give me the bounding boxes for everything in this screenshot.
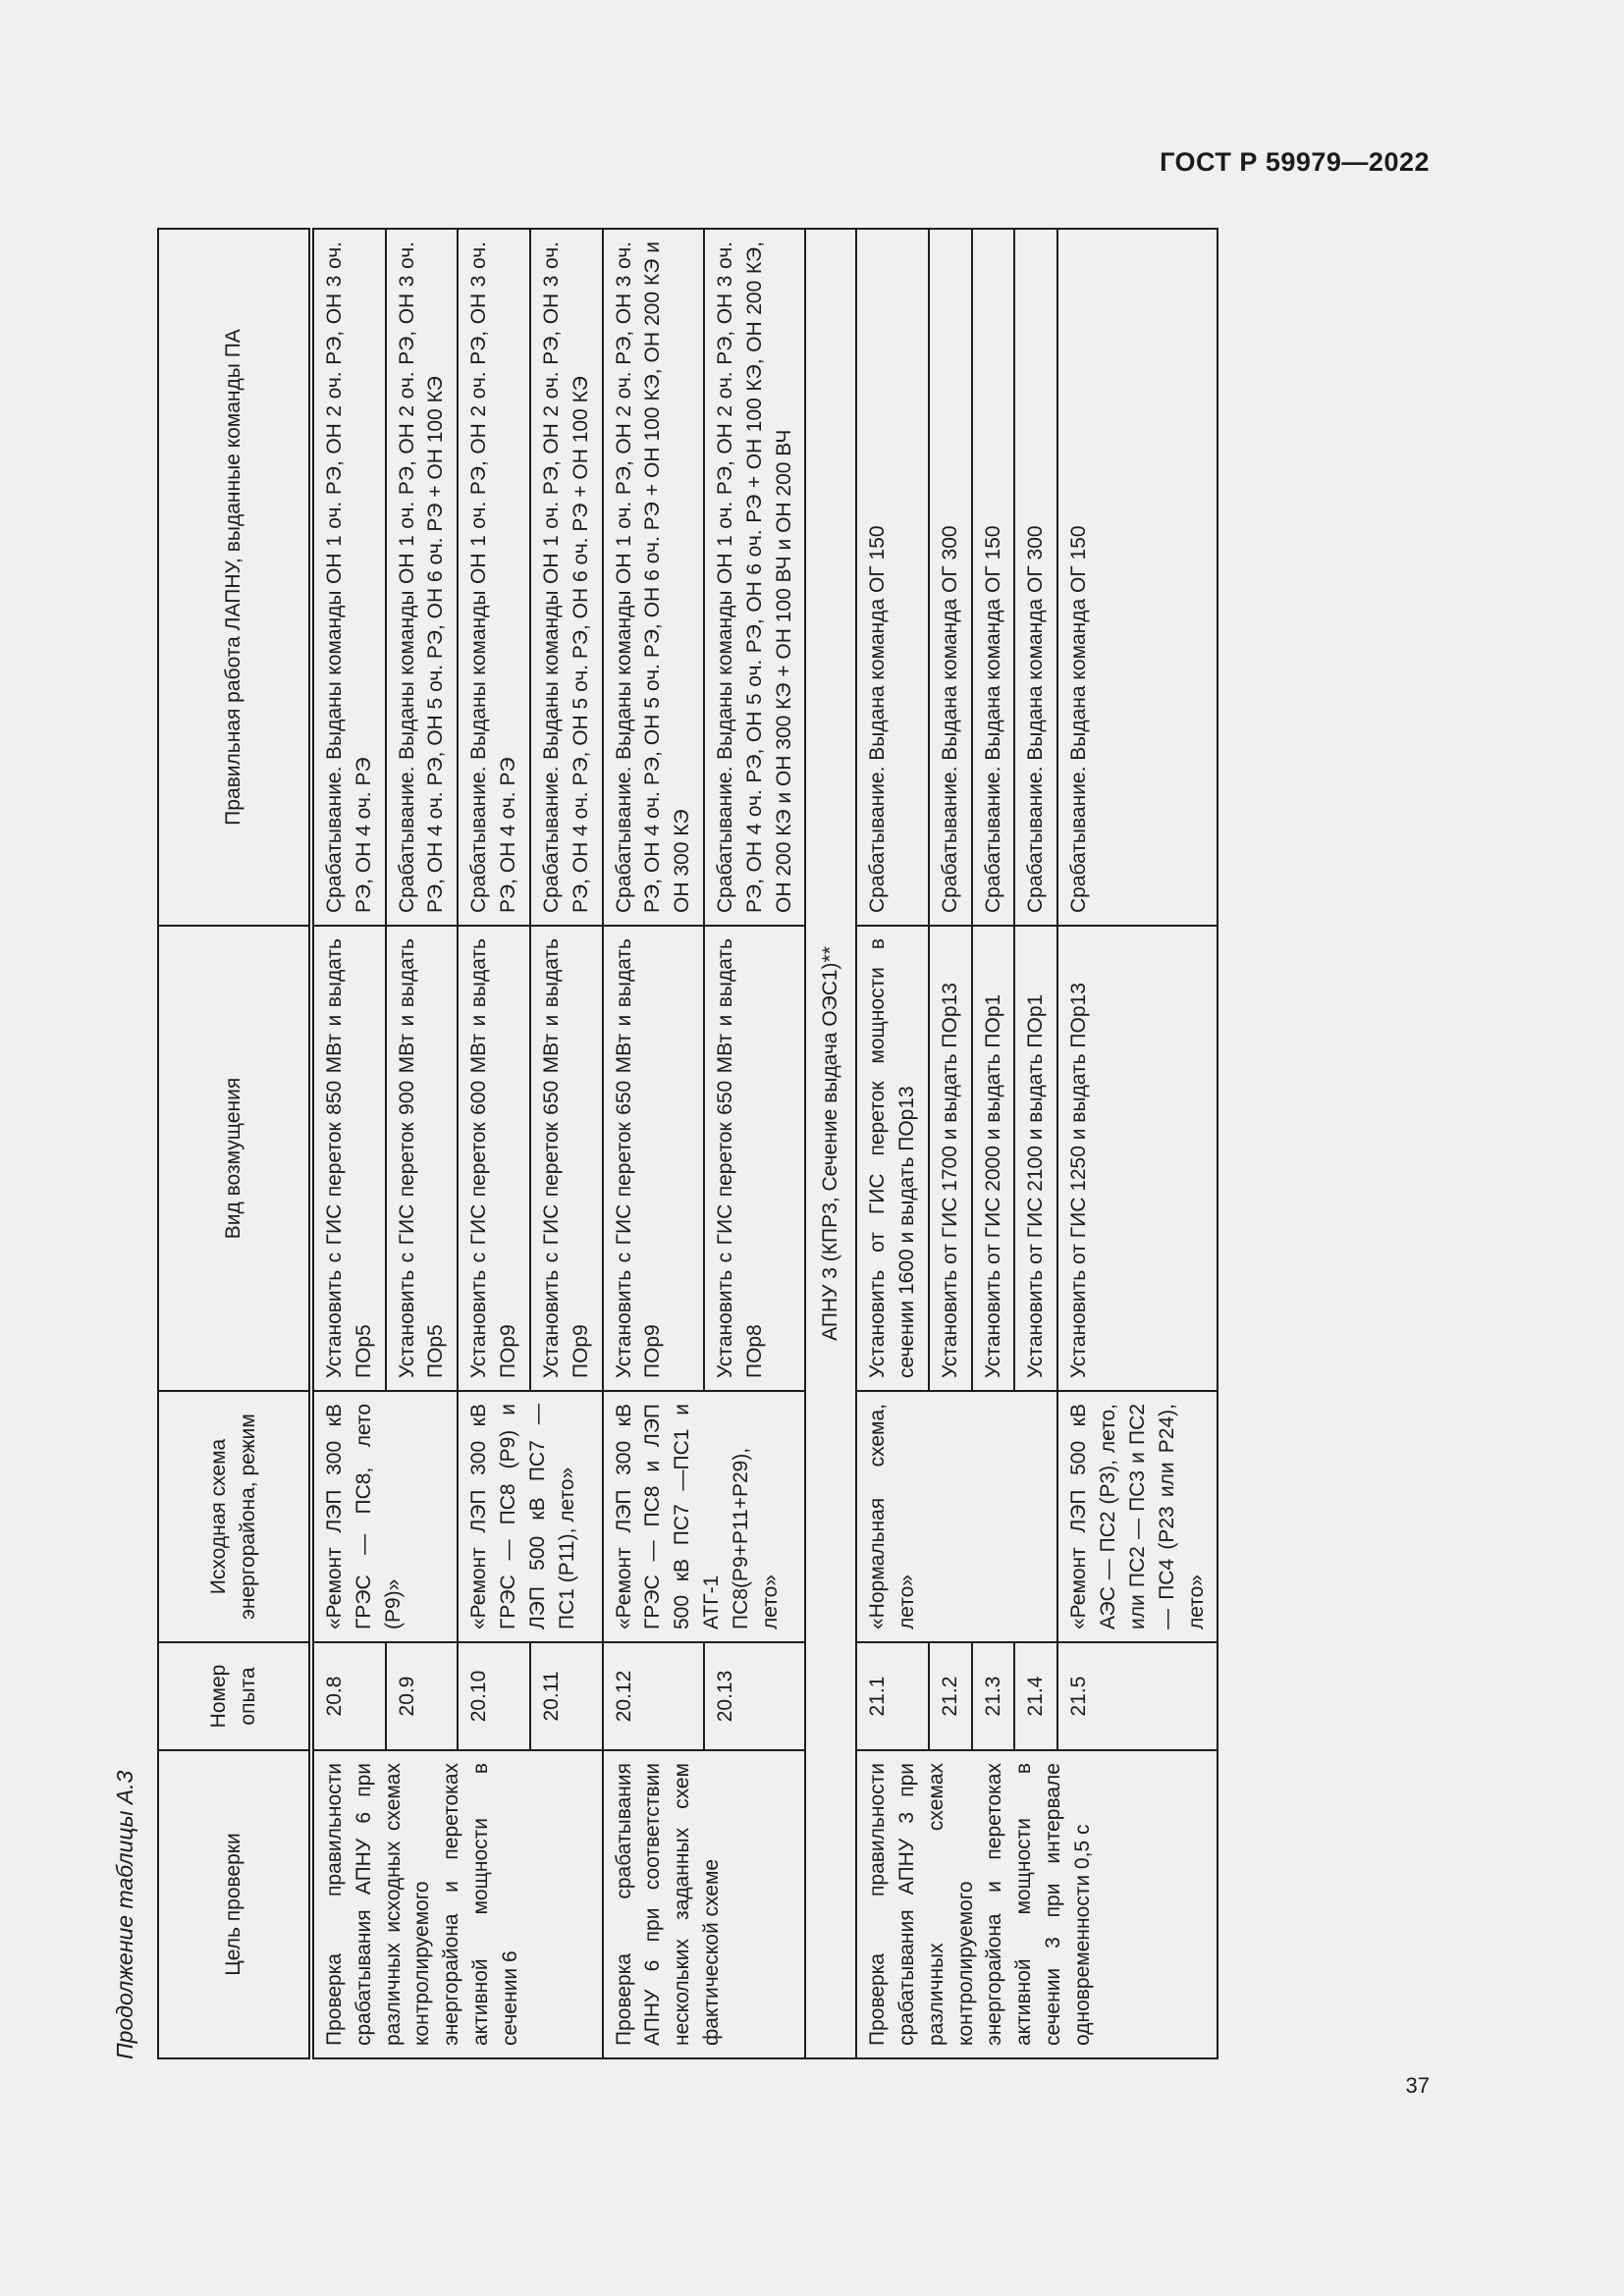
num-cell: 20.8 [311, 1642, 386, 1750]
disturbance-cell: Установить с ГИС переток 650 МВт и выдать ПОр8 [704, 926, 805, 1391]
scheme-cell: «Ремонт ЛЭП 500 кВ АЭС — ПС2 (Р3), лето, или ПС2 — ПС3 и ПС2 — ПС4 (Р23 или Р24), лето» [1057, 1391, 1218, 1642]
result-cell: Срабатывание. Выдана команда ОГ 300 [1014, 229, 1057, 926]
result-cell: Срабатывание. Выданы команды ОН 1 оч. РЭ, ОН 2 оч. РЭ, ОН 3 оч. РЭ, ОН 4 оч. РЭ, ОН 5 оч. РЭ, ОН 6 оч. РЭ + ОН 100 КЭ [530, 229, 603, 926]
result-cell: Срабатывание. Выданы команды ОН 1 оч. РЭ, ОН 2 оч. РЭ, ОН 3 оч. РЭ, ОН 4 оч. РЭ, ОН 5 оч. РЭ, ОН 6 оч. РЭ + ОН 100 КЭ, ОН 200 КЭ, ОН 200 КЭ и ОН 300 КЭ + ОН 100 ВЧ и ОН 200 ВЧ [704, 229, 805, 926]
header-disturbance: Вид возмущения [158, 926, 311, 1391]
num-cell: 20.12 [603, 1642, 704, 1750]
disturbance-cell: Установить с ГИС переток 650 МВт и выдать ПОр9 [530, 926, 603, 1391]
header-goal: Цель проверки [158, 1750, 311, 2058]
table-header-row [158, 229, 311, 2058]
table-row [311, 229, 386, 2058]
header-result: Правильная работа ЛАПНУ, выданные команды ПА [158, 229, 311, 926]
disturbance-cell: Установить от ГИС 2100 и выдать ПОр1 [1014, 926, 1057, 1391]
test-table [157, 228, 1218, 2059]
goal-cell: Проверка правильности срабатывания АПНУ 3 при различных схемах контролируемого энергорайона и перетоках активной мощности в сечении 3 при интервале одновременности 0,5 с [856, 1750, 1218, 2058]
result-cell: Срабатывание. Выданы команды ОН 1 оч. РЭ, ОН 2 оч. РЭ, ОН 3 оч. РЭ, ОН 4 оч. РЭ, ОН 5 оч. РЭ, ОН 6 оч. РЭ + ОН 100 КЭ, ОН 200 КЭ и ОН 300 КЭ [603, 229, 704, 926]
num-cell: 21.3 [972, 1642, 1015, 1750]
result-cell: Срабатывание. Выдана команда ОГ 150 [1057, 229, 1218, 926]
num-cell: 21.1 [856, 1642, 929, 1750]
disturbance-cell: Установить от ГИС переток мощности в сечении 1600 и выдать ПОр13 [856, 926, 929, 1391]
disturbance-cell: Установить с ГИС переток 850 МВт и выдать ПОр5 [311, 926, 386, 1391]
scheme-cell: «Нормальная схема, лето» [856, 1391, 1057, 1642]
section-title: АПНУ 3 (КПР3, Сечение выдача ОЭС1)** [805, 229, 856, 2058]
result-cell: Срабатывание. Выдана команда ОГ 300 [929, 229, 972, 926]
num-cell: 20.11 [530, 1642, 603, 1750]
document-header: ГОСТ Р 59979—2022 [1160, 147, 1430, 177]
table-row [856, 229, 929, 2058]
goal-cell: Проверка срабатывания АПНУ 6 при соответствии нескольких заданных схем фактической схеме [603, 1750, 806, 2058]
num-cell: 20.10 [458, 1642, 530, 1750]
disturbance-cell: Установить с ГИС переток 900 МВт и выдать ПОр5 [386, 926, 459, 1391]
result-cell: Срабатывание. Выдана команда ОГ 150 [972, 229, 1015, 926]
scheme-cell: «Ремонт ЛЭП 300 кВ ГРЭС — ПС8 и ЛЭП 500 кВ ПС7 —ПС1 и АТГ-1 ПС8(Р9+Р11+Р29), лето» [603, 1391, 806, 1642]
num-cell: 20.13 [704, 1642, 805, 1750]
result-cell: Срабатывание. Выданы команды ОН 1 оч. РЭ, ОН 2 оч. РЭ, ОН 3 оч. РЭ, ОН 4 оч. РЭ, ОН 5 оч. РЭ, ОН 6 оч. РЭ + ОН 100 КЭ [386, 229, 459, 926]
num-cell: 21.5 [1057, 1642, 1218, 1750]
disturbance-cell: Установить от ГИС 2000 и выдать ПОр1 [972, 926, 1015, 1391]
rotated-table-area [100, 230, 1375, 2059]
disturbance-cell: Установить от ГИС 1250 и выдать ПОр13 [1057, 926, 1218, 1391]
result-cell: Срабатывание. Выдана команда ОГ 150 [856, 229, 929, 926]
disturbance-cell: Установить с ГИС переток 600 МВт и выдать ПОр9 [458, 926, 530, 1391]
num-cell: 21.4 [1014, 1642, 1057, 1750]
table-row [603, 229, 704, 2058]
goal-cell: Проверка правильности срабатывания АПНУ 6 при различных исходных схемах контролируемого энергорайона и перетоках активной мощности в сечении 6 [311, 1750, 603, 2058]
section-row [805, 229, 856, 2058]
header-scheme: Исходная схема энергорайона, режим [158, 1391, 311, 1642]
scheme-cell: «Ремонт ЛЭП 300 кВ ГРЭС — ПС8, лето (Р9)» [311, 1391, 458, 1642]
scheme-cell: «Ремонт ЛЭП 300 кВ ГРЭС — ПС8 (Р9) и ЛЭП 500 кВ ПС7 — ПС1 (Р11), лето» [458, 1391, 602, 1642]
page-number: 37 [1405, 2073, 1430, 2098]
result-cell: Срабатывание. Выданы команды ОН 1 оч. РЭ, ОН 2 оч. РЭ, ОН 3 оч. РЭ, ОН 4 оч. РЭ [311, 229, 386, 926]
header-num: Номер опыта [158, 1642, 311, 1750]
num-cell: 20.9 [386, 1642, 459, 1750]
num-cell: 21.2 [929, 1642, 972, 1750]
result-cell: Срабатывание. Выданы команды ОН 1 оч. РЭ, ОН 2 оч. РЭ, ОН 3 оч. РЭ, ОН 4 оч. РЭ [458, 229, 530, 926]
disturbance-cell: Установить от ГИС 1700 и выдать ПОр13 [929, 926, 972, 1391]
disturbance-cell: Установить с ГИС переток 650 МВт и выдать ПОр9 [603, 926, 704, 1391]
table-caption: Продолжение таблицы А.3 [112, 1770, 137, 2059]
